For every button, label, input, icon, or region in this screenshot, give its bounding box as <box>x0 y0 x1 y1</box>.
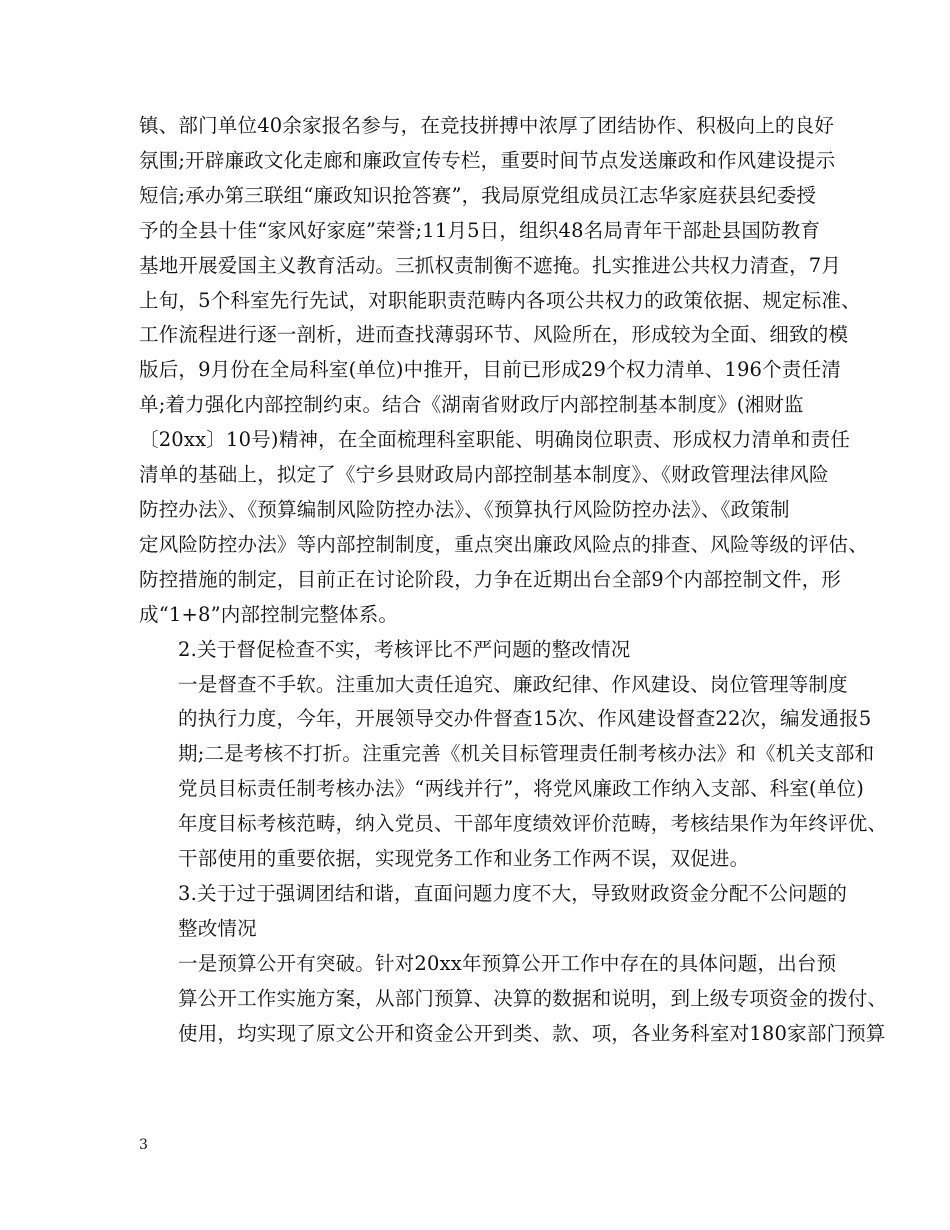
text-line: 2.关于督促检查不实，考核评比不严问题的整改情况 <box>178 637 631 661</box>
text-line: 一是督查不手软。注重加大责任追究、廉政纪律、作风建设、岗位管理等制度 <box>178 672 848 696</box>
text-line: 氛围;开辟廉政文化走廊和廉政宣传专栏，重要时间节点发送廉政和作风建设提示 <box>139 148 836 172</box>
text-line: 3.关于过于强调团结和谐，直面问题力度不大，导致财政资金分配不公问题的 <box>178 881 848 905</box>
text-line: 使用，均实现了原文公开和资金公开到类、款、项，各业务科室对180家部门预算 <box>178 1021 886 1045</box>
paragraph-section-2 <box>139 668 888 877</box>
text-line: 基地开展爱国主义教育活动。三抓权责制衡不遮掩。扎实推进公共权力清查，7月 <box>139 253 842 277</box>
text-line: 短信;承办第三联组“廉政知识抢答赛”，我局原党组成员江志华家庭获县纪委授 <box>139 183 817 207</box>
text-line: 期;二是考核不打折。注重完善《机关目标管理责任制考核办法》和《机关支部和 <box>178 742 875 766</box>
text-line: 干部使用的重要依据，实现党务工作和业务工作两不误，双促进。 <box>178 847 750 871</box>
text-line: 整改情况 <box>178 916 257 940</box>
text-line: 防控措施的制定，目前正在讨论阶段，力争在近期出台全部9个内部控制文件，形 <box>139 567 842 591</box>
text-line: 镇、部门单位40余家报名参与，在竞技拼搏中浓厚了团结协作、积极向上的良好 <box>139 114 835 137</box>
section-heading-2 <box>139 633 829 668</box>
text-line: 年度目标考核范畴，纳入党员、干部年度绩效评价范畴，考核结果作为年终评优、 <box>178 812 888 836</box>
paragraph-section-3 <box>139 947 888 1052</box>
text-line: 予的全县十佳“家风好家庭”荣誉;11月5日，组织48名局青年干部赴县国防教育 <box>139 218 821 242</box>
text-line: 版后，9月份在全局科室(单位)中推开，目前已形成29个权力清单、196个责任清 <box>139 358 841 382</box>
page-number: 3 <box>139 1137 148 1153</box>
text-line: 党员目标责任制考核办法》“两线并行”，将党风廉政工作纳入支部、科室(单位) <box>178 777 865 801</box>
text-line: 防控办法》、《预算编制风险防控办法》、《预算执行风险防控办法》、《政策制 <box>139 497 790 521</box>
text-line: 一是预算公开有突破。针对20xx年预算公开工作中存在的具体问题，出台预 <box>178 951 837 975</box>
text-line: 清单的基础上，拟定了《宁乡县财政局内部控制基本制度》、《财政管理法律风险 <box>139 463 829 487</box>
section-heading-3 <box>139 877 848 947</box>
text-line: 〔20xx〕10号)精神，在全面梳理科室职能、明确岗位职责、形成权力清单和责任 <box>139 428 851 452</box>
text-line: 单;着力强化内部控制约束。结合《湖南省财政厅内部控制基本制度》(湘财监 <box>139 393 804 417</box>
text-line: 工作流程进行逐一剖析，进而查找薄弱环节、风险所在，形成较为全面、细致的模 <box>139 323 849 347</box>
text-line: 上旬，5个科室先行先试，对职能职责范畴内各项公共权力的政策依据、规定标准、 <box>139 288 861 312</box>
text-line: 的执行力度，今年，开展领导交办件督查15次、作风建设督查22次，编发通报5 <box>178 707 872 731</box>
text-line: 定风险防控办法》等内部控制制度，重点突出廉政风险点的排查、风险等级的评估、 <box>139 532 868 556</box>
body-text <box>139 109 888 1051</box>
text-line: 算公开工作实施方案，从部门预算、决算的数据和说明，到上级专项资金的拨付、 <box>178 986 888 1010</box>
paragraph-continuation <box>139 109 868 633</box>
text-line: 成“1+8”内部控制完整体系。 <box>139 602 399 626</box>
